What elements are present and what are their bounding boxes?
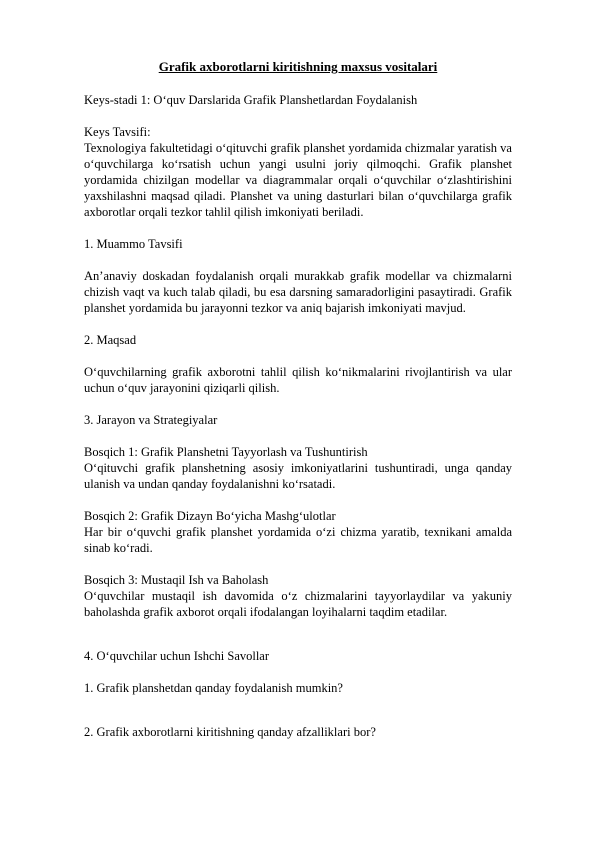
step-3-heading: Bosqich 3: Mustaqil Ish va Baholash	[84, 573, 269, 587]
step-1-heading: Bosqich 1: Grafik Planshetni Tayyorlash va Tushuntirish	[84, 445, 368, 459]
step-1-text: O‘qituvchi grafik planshetning asosiy imkoniyatlarini tushuntiradi, unga qanday ulanish va undan qanday foydalanishni ko‘rsatadi.	[84, 461, 512, 491]
case-description	[84, 124, 512, 220]
step-2	[84, 508, 512, 556]
step-3	[84, 572, 512, 620]
case-description-label: Keys Tavsifi:	[84, 125, 151, 139]
section-1-text: An’anaviy doskadan foydalanish orqali murakkab grafik modellar va chizmalarni chizish vaqt va kuch talab qiladi, bu esa darsning samaradorligini pasaytiradi. Grafik planshet yordamida bu jarayonni tezkor va aniq bajarish imkoniyati mavjud.	[84, 269, 512, 315]
section-1-heading: 1. Muammo Tavsifi	[84, 237, 183, 251]
step-1	[84, 444, 512, 492]
document-title: Grafik axborotlarni kiritishning maxsus vositalari	[158, 59, 438, 74]
case-heading: Keys-stadi 1: O‘quv Darslarida Grafik Planshetlardan Foydalanish	[84, 93, 418, 107]
step-2-text: Har bir o‘quvchi grafik planshet yordamida o‘zi chizma yaratib, texnikani amalda sinab ko‘radi.	[84, 525, 512, 555]
section-4-heading: 4. O‘quvchilar uchun Ishchi Savollar	[84, 649, 270, 663]
question-1: 1. Grafik planshetdan qanday foydalanish mumkin?	[84, 681, 343, 695]
section-2-heading: 2. Maqsad	[84, 333, 137, 347]
step-2-heading: Bosqich 2: Grafik Dizayn Bo‘yicha Mashg‘ulotlar	[84, 509, 336, 523]
section-3-heading: 3. Jarayon va Strategiyalar	[84, 413, 218, 427]
case-description-text: Texnologiya fakultetidagi o‘qituvchi grafik planshet yordamida chizmalar yaratish va o‘quvchilarga ko‘rsatish uchun yangi usulni joriy qilmoqchi. Grafik planshet yordamida chizilgan modellar va diagrammalar orqali o‘quvchilar o‘zlashtirishini yaxshilashni maqsad qiladi. Planshet va uning dasturlari bilan o‘quvchilarga grafik axborotlar orqali tezkor tahlil qilish imkoniyati beriladi.	[84, 141, 512, 219]
question-2: 2. Grafik axborotlarni kiritishning qanday afzalliklari bor?	[84, 725, 376, 739]
step-3-text: O‘quvchilar mustaqil ish davomida o‘z chizmalarini tayyorlaydilar va yakuniy baholashda grafik axborot orqali ifodalangan loyihalarni taqdim etadilar.	[84, 589, 512, 619]
section-2-text: O‘quvchilarning grafik axborotni tahlil qilish ko‘nikmalarini rivojlantirish va ular uchun o‘quv jarayonini qiziqarli qilish.	[84, 365, 512, 395]
